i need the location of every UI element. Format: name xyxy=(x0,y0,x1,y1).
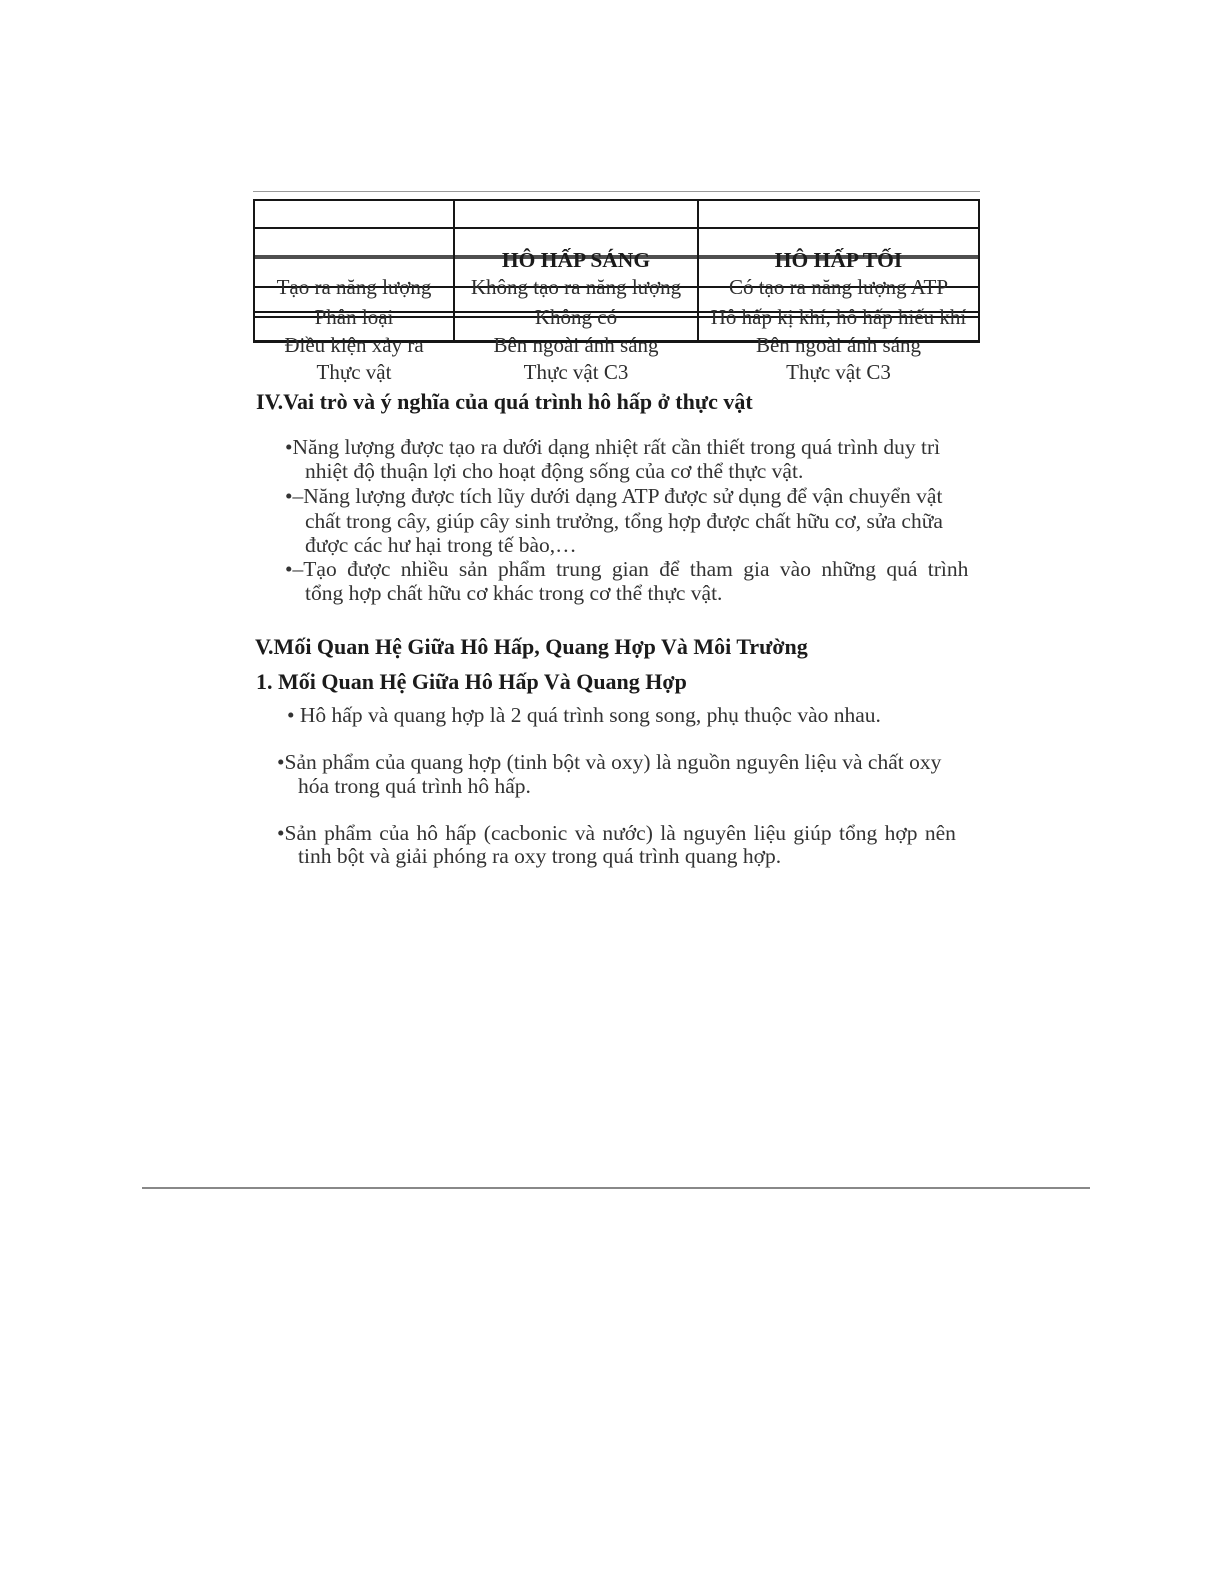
table-cell: Có tạo ra năng lượng ATP xyxy=(728,275,949,299)
table-cell: Điều kiện xảy ra xyxy=(284,333,424,357)
table-cell: Không tạo ra năng lượng xyxy=(470,275,682,299)
table-header-ho-hap-toi: HÔ HẤP TỐI xyxy=(774,248,903,272)
table-border-right xyxy=(978,199,980,343)
section-heading-v: V.Mối Quan Hệ Giữa Hô Hấp, Quang Hợp Và Môi Trường xyxy=(255,634,808,659)
table-cell: Hô hấp kị khí, hô hấp hiếu khí xyxy=(710,305,967,329)
table-border-row1 xyxy=(253,227,980,229)
bullet-line: •Sản phẩm của hô hấp (cacbonic và nước) là nguyên liệu giúp tổng hợp nên xyxy=(277,821,956,845)
page-divider xyxy=(142,1187,1090,1189)
bullet-line-continuation: được các hư hại trong tế bào,… xyxy=(305,533,577,557)
table-cell: Thực vật C3 xyxy=(786,360,891,384)
bullet-line: •Năng lượng được tạo ra dưới dạng nhiệt rất cần thiết trong quá trình duy trì xyxy=(285,435,941,459)
table-cell: Bên ngoài ánh sáng xyxy=(493,333,659,357)
bullet-line-continuation: nhiệt độ thuận lợi cho hoạt động sống của cơ thể thực vật. xyxy=(305,459,804,483)
bullet-line-continuation: tinh bột và giải phóng ra oxy trong quá trình quang hợp. xyxy=(298,844,782,868)
bullet-line: • Hô hấp và quang hợp là 2 quá trình song song, phụ thuộc vào nhau. xyxy=(287,703,881,727)
bullet-line-continuation: tổng hợp chất hữu cơ khác trong cơ thể thực vật. xyxy=(305,581,723,605)
table-header-ho-hap-sang: HÔ HẤP SÁNG xyxy=(501,248,651,272)
section-heading-iv: IV.Vai trò và ý nghĩa của quá trình hô hấp ở thực vật xyxy=(256,389,753,414)
table-cell: Thực vật xyxy=(316,360,392,384)
bullet-line-continuation: hóa trong quá trình hô hấp. xyxy=(298,774,531,798)
bullet-line: •–Tạo được nhiều sản phẩm trung gian để tham gia vào những quá trình xyxy=(285,557,969,581)
table-cell: Phân loại xyxy=(314,305,394,329)
table-cell: Không có xyxy=(534,305,618,329)
table-border-top-faint xyxy=(253,191,980,192)
sub-heading-1: 1. Mối Quan Hệ Giữa Hô Hấp Và Quang Hợp xyxy=(256,669,687,694)
table-border-top xyxy=(253,199,980,201)
table-cell: Thực vật C3 xyxy=(523,360,629,384)
table-cell: Bên ngoài ánh sáng xyxy=(755,333,922,357)
bullet-line: •Sản phẩm của quang hợp (tinh bột và oxy) là nguồn nguyên liệu và chất oxy xyxy=(277,750,942,774)
bullet-line-continuation: chất trong cây, giúp cây sinh trưởng, tổng hợp được chất hữu cơ, sửa chữa xyxy=(305,509,943,533)
bullet-line: •–Năng lượng được tích lũy dưới dạng ATP được sử dụng để vận chuyển vật xyxy=(285,484,943,508)
table-cell: Tạo ra năng lượng xyxy=(276,275,432,299)
